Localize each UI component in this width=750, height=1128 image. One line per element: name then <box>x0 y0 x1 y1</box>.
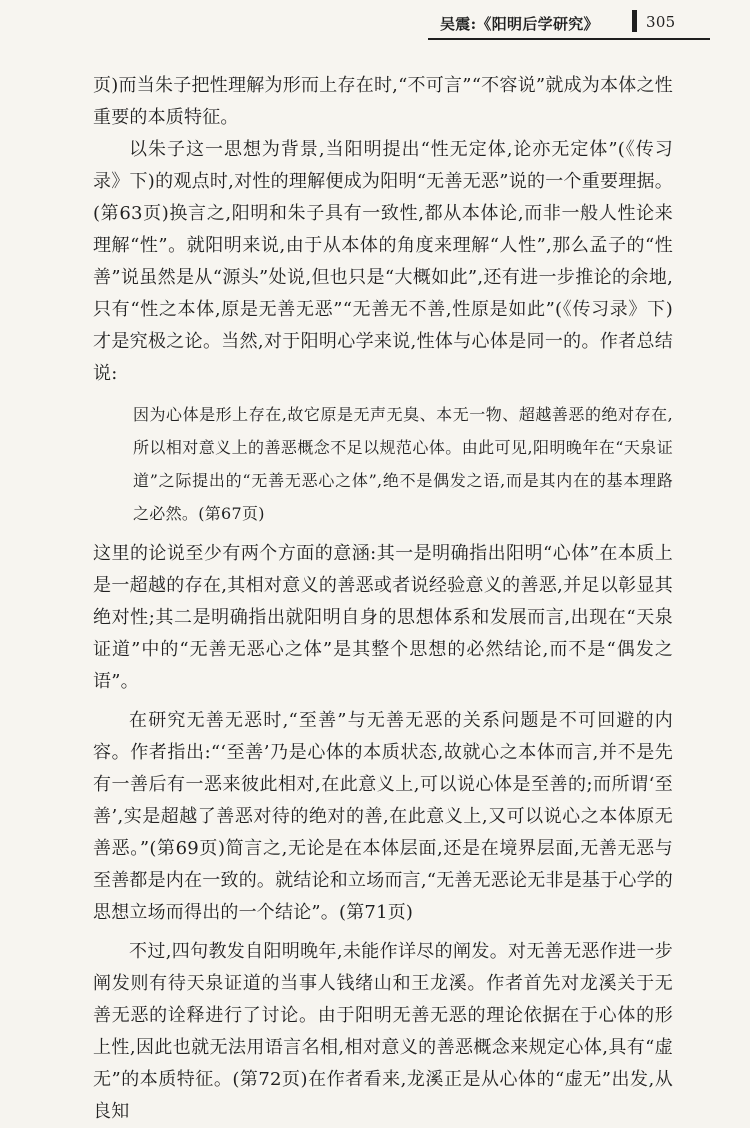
running-head <box>410 8 710 34</box>
page-body <box>93 70 673 1128</box>
paragraph-four-sentence-teaching: 不过,四句教发自阳明晚年,未能作详尽的阐发。对无善无恶作进一步阐发则有待天泉证道的当事人钱绪山和王龙溪。作者首先对龙溪关于无善无恶的诠释进行了讨论。由于阳明无善无恶的理论依据在于心体的形上性,因此也就无法用语言名相,相对意义的善恶概念来规定心体,具有“虚无”的本质特征。(第72页)在作者看来,龙溪正是从心体的“虚无”出发,从良知 <box>93 941 673 1122</box>
paragraph-background: 以朱子这一思想为背景,当阳明提出“性无定体,论亦无定体”(《传习录》下)的观点时,对性的理解便成为阳明“无善无恶”说的一个重要理据。(第63页)换言之,阳明和朱子具有一致性,都从本体论,而非一般人性论来理解“性”。就阳明来说,由于从本体的角度来理解“人性”,那么孟子的“性善”说虽然是从“源头”处说,但也只是“大概如此”,还有进一步推论的余地,只有“性之本体,原是无善无恶”“无善无不善,性原是如此”(《传习录》下)才是究极之论。当然,对于阳明心学来说,性体与心体是同一的。作者总结说: <box>93 139 673 384</box>
block-quote: 因为心体是形上存在,故它原是无声无臭、本无一物、超越善恶的绝对存在,所以相对意义上的善恶概念不足以规范心体。由此可见,阳明晚年在“天泉证道”之际提出的“无善无恶心之体”,绝不是偶发之语,而是其内在的基本理路之必然。(第67页) <box>133 405 673 523</box>
paragraph-gap <box>93 698 673 705</box>
running-head-title: 吴震:《阳明后学研究》 <box>440 15 599 33</box>
paragraph-supreme-good: 在研究无善无恶时,“至善”与无善无恶的关系问题是不可回避的内容。作者指出:“‘至善’乃是心体的本质状态,故就心之本体而言,并不是先有一善后有一恶来彼此相对,在此意义上,可以说心体是至善的;而所谓‘至善’,实是超越了善恶对待的绝对的善,在此意义上,又可以说心之本体原无善恶。”(第69页)简言之,无论是在本体层面,还是在境界层面,无善无恶与至善都是内在一致的。就结论和立场而言,“无善无恶论无非是基于心学的思想立场而得出的一个结论”。(第71页) <box>93 710 673 923</box>
paragraph-continuation: 页)而当朱子把性理解为形而上存在时,“不可言”“不容说”就成为本体之性重要的本质特征。 <box>93 75 673 128</box>
paragraph-gap <box>93 929 673 936</box>
page-number: 305 <box>646 13 676 31</box>
header-rule <box>428 38 710 40</box>
running-head-divider <box>632 10 637 32</box>
paragraph-meanings: 这里的论说至少有两个方面的意涵:其一是明确指出阳明“心体”在本质上是一超越的存在,其相对意义的善恶或者说经验意义的善恶,并足以彰显其绝对性;其二是明确指出就阳明自身的思想体系和发展而言,出现在“天泉证道”中的“无善无恶心之体”是其整个思想的必然结论,而不是“偶发之语”。 <box>93 543 673 692</box>
